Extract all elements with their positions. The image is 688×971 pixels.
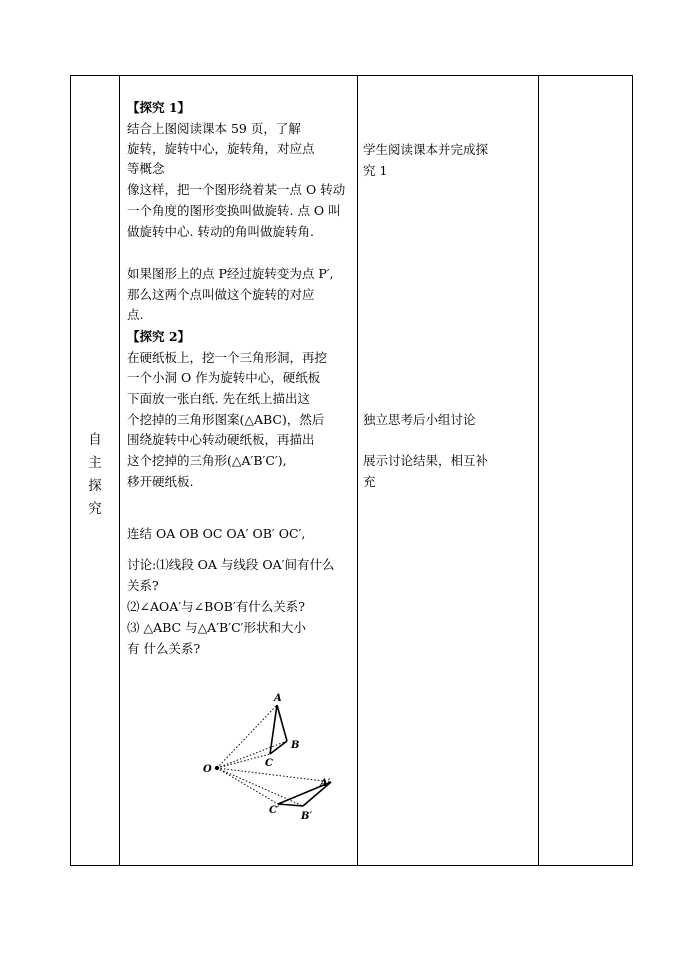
text-line: 旋转，旋转中心，旋转角，对应点 <box>127 141 315 156</box>
text-line: ⑶ △ABC 与△A′B′C′形状和大小 <box>127 620 306 635</box>
activity-line: 究 1 <box>363 163 388 178</box>
text-line: 讨论:⑴线段 OA 与线段 OA′间有什么 <box>127 557 335 572</box>
text-line: 移开硬纸板. <box>127 474 194 489</box>
text-line: 结合上图阅读课本 59 页，了解 <box>127 121 301 136</box>
section-label-char: 究 <box>88 501 102 517</box>
point-label-c: C <box>265 758 273 769</box>
center-point-o <box>215 766 219 770</box>
point-label-a: A <box>274 693 282 704</box>
activity-cell <box>358 76 538 865</box>
explore2-heading: 【探究 2】 <box>127 329 191 344</box>
notes-cell <box>539 76 633 865</box>
text-line: 如果图形上的点 P经过旋转变为点 P′, <box>127 266 334 281</box>
point-label-c-prime: C′ <box>269 805 280 816</box>
activity-line: 展示讨论结果，相互补 <box>363 453 489 468</box>
content-cell <box>120 76 358 865</box>
text-line: ⑵∠AOA′与∠BOB′有什么关系? <box>127 599 305 614</box>
text-line: 个挖掉的三角形图案(△ABC)，然后 <box>127 412 325 427</box>
text-line: 在硬纸板上，挖一个三角形洞，再挖 <box>127 350 328 365</box>
point-label-a-prime: A′ <box>320 778 331 789</box>
point-label-b-prime: B′ <box>301 811 313 822</box>
text-line: 下面放一张白纸. 先在纸上描出这 <box>127 391 310 406</box>
text-line: 围绕旋转中心转动硬纸板，再描出 <box>127 432 315 447</box>
text-line: 这个挖掉的三角形(△A′B′C′), <box>127 453 287 468</box>
text-line: 一个小洞 O 作为旋转中心，硬纸板 <box>127 370 321 385</box>
point-label-o: O <box>203 764 212 775</box>
text-line: 做旋转中心. 转动的角叫做旋转角. <box>127 224 314 239</box>
text-line: 一个角度的图形变换叫做旋转. 点 O 叫 <box>127 203 341 218</box>
text-line: 那么这两个点叫做这个旋转的对应 <box>127 287 315 302</box>
section-label-char: 自 <box>88 432 102 448</box>
explore1-heading: 【探究 1】 <box>127 100 191 115</box>
section-label-char: 探 <box>88 478 102 494</box>
point-label-b: B <box>291 740 300 751</box>
section-label-cell <box>71 76 119 865</box>
text-line: 像这样，把一个图形绕着某一点 O 转动 <box>127 182 346 197</box>
section-label-char: 主 <box>88 455 102 471</box>
text-line: 有 什么关系? <box>127 641 201 656</box>
section-label <box>71 429 119 521</box>
text-line: 等概念 <box>127 161 165 176</box>
activity-line: 充 <box>363 474 376 489</box>
text-line: 关系? <box>127 578 159 593</box>
lesson-table <box>70 75 633 866</box>
text-line: 连结 OA OB OC OA′ OB′ OC′, <box>127 526 306 541</box>
rotation-figure <box>202 688 332 828</box>
activity-line: 独立思考后小组讨论 <box>363 412 476 427</box>
activity-line: 学生阅读课本并完成探 <box>363 142 489 157</box>
text-line: 点. <box>127 307 144 322</box>
